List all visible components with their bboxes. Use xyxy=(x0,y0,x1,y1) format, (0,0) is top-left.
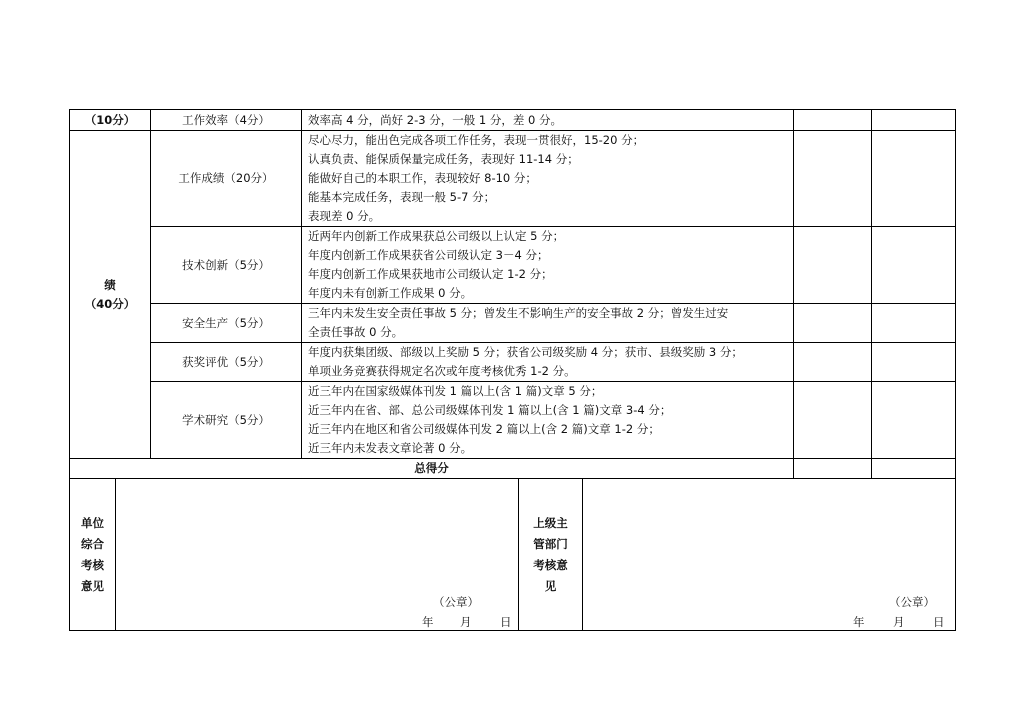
total-review-score-cell[interactable] xyxy=(872,459,956,479)
self-score-cell[interactable] xyxy=(794,227,872,304)
self-score-cell[interactable] xyxy=(794,131,872,227)
item-cell: 工作成绩（20分） xyxy=(151,131,302,227)
criteria-cell: 尽心尽力，能出色完成各项工作任务，表现一贯很好，15-20 分； 认真负责、能保质保量完成任务，表现好 11-14 分； 能做好自己的本职工作，表现较好 8-10 分； 能基本完成任务，表现一般 5-7 分； 表现差 0 分。 xyxy=(302,131,794,227)
superior-opinion-label: 上级主 管部门 考核意 见 xyxy=(519,479,583,631)
review-score-cell[interactable] xyxy=(872,110,956,131)
item-cell: 安全生产（5分） xyxy=(151,304,302,343)
total-row xyxy=(70,459,956,479)
total-self-score-cell[interactable] xyxy=(794,459,872,479)
criteria-cell: 效率高 4 分，尚好 2-3 分，一般 1 分，差 0 分。 xyxy=(302,110,794,131)
unit-date-month: 月 xyxy=(460,614,472,629)
review-score-cell[interactable] xyxy=(872,131,956,227)
total-score-label: 总得分 xyxy=(70,459,794,479)
table-row xyxy=(70,110,956,131)
item-cell: 工作效率（4分） xyxy=(151,110,302,131)
self-score-cell[interactable] xyxy=(794,382,872,459)
table-row xyxy=(70,227,956,304)
category-cell: （10分） xyxy=(70,110,151,131)
opinion-table xyxy=(69,478,956,631)
table-row xyxy=(70,343,956,382)
item-cell: 获奖评优（5分） xyxy=(151,343,302,382)
criteria-cell: 近三年内在国家级媒体刊发 1 篇以上(含 1 篇)文章 5 分； 近三年内在省、部、总公司级媒体刊发 1 篇以上(含 1 篇)文章 3-4 分； 近三年内在地区和省公司级媒体刊发 2 篇以上(含 2 篇)文章 1-2 分； 近三年内未发表文章论著 0 分。 xyxy=(302,382,794,459)
unit-opinion-field[interactable] xyxy=(116,479,519,631)
criteria-cell: 年度内获集团级、部级以上奖励 5 分；获省公司级奖励 4 分；获市、县级奖励 3 分； 单项业务竞赛获得规定名次或年度考核优秀 1-2 分。 xyxy=(302,343,794,382)
table-row xyxy=(70,304,956,343)
table-row xyxy=(70,131,956,227)
review-score-cell[interactable] xyxy=(872,304,956,343)
review-score-cell[interactable] xyxy=(872,227,956,304)
superior-date-year: 年 xyxy=(853,614,865,629)
unit-opinion-label: 单位 综合 考核 意见 xyxy=(70,479,116,631)
opinion-row xyxy=(70,479,956,631)
superior-opinion-field[interactable] xyxy=(583,479,956,631)
category-cell: 绩 （40分） xyxy=(70,131,151,459)
score-table xyxy=(69,109,956,479)
criteria-cell: 近两年内创新工作成果获总公司级以上认定 5 分； 年度内创新工作成果获省公司级认定 3－4 分； 年度内创新工作成果获地市公司级认定 1-2 分； 年度内未有创新工作成果 0 分。 xyxy=(302,227,794,304)
unit-date-day: 日 xyxy=(500,614,512,629)
table-row xyxy=(70,382,956,459)
review-score-cell[interactable] xyxy=(872,343,956,382)
self-score-cell[interactable] xyxy=(794,304,872,343)
superior-date-month: 月 xyxy=(893,614,905,629)
criteria-cell: 三年内未发生安全责任事故 5 分；曾发生不影响生产的安全事故 2 分；曾发生过安 全责任事故 0 分。 xyxy=(302,304,794,343)
unit-seal-text: （公章） xyxy=(433,594,479,609)
item-cell: 学术研究（5分） xyxy=(151,382,302,459)
self-score-cell[interactable] xyxy=(794,343,872,382)
item-cell: 技术创新（5分） xyxy=(151,227,302,304)
review-score-cell[interactable] xyxy=(872,382,956,459)
superior-seal-text: （公章） xyxy=(889,594,935,609)
unit-date-year: 年 xyxy=(422,614,434,629)
superior-date-day: 日 xyxy=(933,614,945,629)
self-score-cell[interactable] xyxy=(794,110,872,131)
assessment-form xyxy=(69,109,955,627)
